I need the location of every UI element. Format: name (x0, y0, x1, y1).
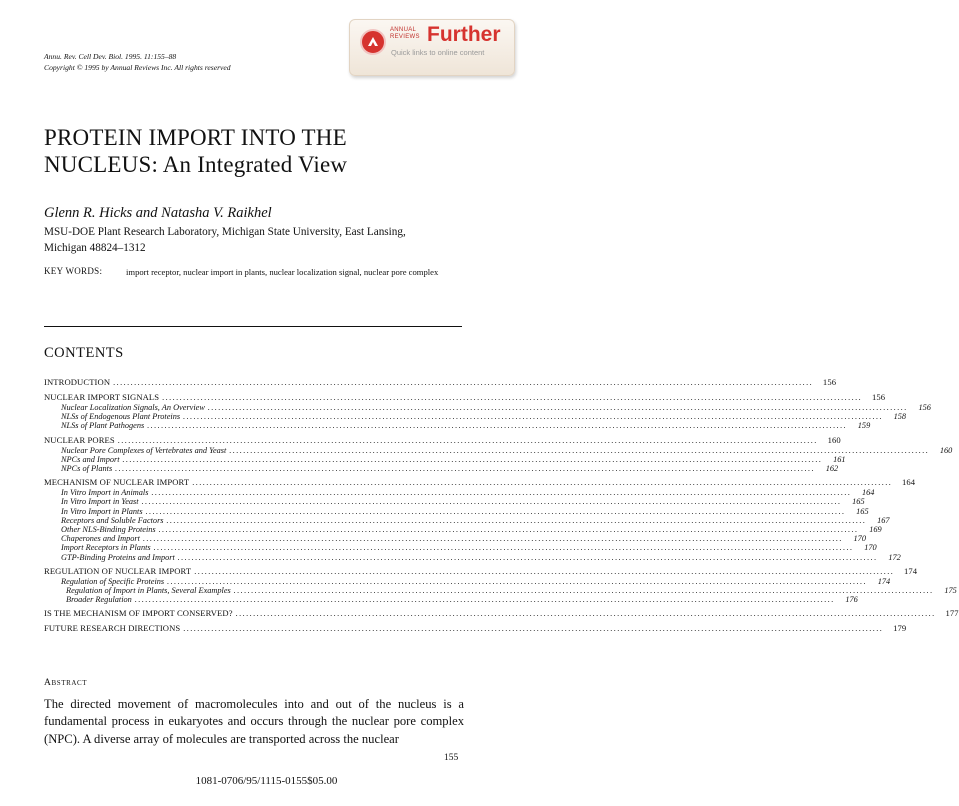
toc-leader-dots: ........................................................................................................................................................................................................ (177, 552, 878, 562)
toc-entry[interactable] (44, 623, 907, 634)
keywords-label: KEY WORDS: (44, 266, 103, 276)
journal-citation (44, 52, 231, 73)
toc-leader-dots: ........................................................................................................................................................................................................ (194, 566, 895, 576)
copyright-line: Copyright © 1995 by Annual Reviews Inc. All rights reserved (44, 62, 231, 72)
toc-entry-page: 159 (857, 421, 871, 431)
toc-leader-dots: ........................................................................................................................................................................................................ (235, 609, 936, 619)
toc-leader-dots: ........................................................................................................................................................................................................ (145, 506, 846, 516)
toc-leader-dots: ........................................................................................................................................................................................................ (207, 403, 908, 412)
keywords-text: import receptor, nuclear import in plants, nuclear localization signal, nuclear pore complex (126, 267, 439, 277)
toc-entry-title: Regulation of Specific Proteins (61, 576, 165, 586)
toc-entry-page: 170 (853, 534, 866, 544)
toc-entry-title: Nuclear Pore Complexes of Vertebrates and Yeast (61, 445, 227, 455)
toc-entry[interactable] (44, 445, 953, 455)
toc-entry-page: 174 (903, 565, 918, 576)
article-title (44, 124, 347, 178)
toc-entry[interactable] (44, 595, 858, 605)
toc-entry[interactable] (44, 392, 886, 403)
toc-entry-title: In Vitro Import in Yeast (61, 497, 139, 507)
toc-entry[interactable] (44, 525, 882, 535)
section-divider (44, 326, 462, 327)
toc-entry-title: NLSs of Endogenous Plant Proteins (61, 412, 181, 422)
badge-reviews-text: REVIEWS (390, 34, 420, 40)
toc-entry-page: 170 (864, 543, 877, 553)
toc-leader-dots: ........................................................................................................................................................................................................ (147, 421, 848, 431)
toc-entry-title: Chaperones and Import (61, 534, 140, 544)
toc-entry-page: 167 (877, 515, 890, 525)
toc-entry-title: FUTURE RESEARCH DIRECTIONS (44, 623, 181, 634)
toc-entry-page: 169 (869, 525, 882, 535)
table-of-contents (44, 377, 959, 634)
toc-leader-dots: ........................................................................................................................................................................................................ (229, 445, 930, 455)
toc-entry-title: Other NLS-Binding Proteins (61, 525, 156, 535)
toc-entry-page: 172 (888, 552, 901, 562)
toc-entry[interactable] (44, 586, 957, 596)
toc-entry-page: 179 (893, 623, 907, 634)
toc-leader-dots: ........................................................................................................................................................................................................ (151, 488, 852, 498)
toc-entry-page: 158 (893, 412, 907, 422)
toc-entry[interactable] (44, 565, 918, 577)
toc-leader-dots: ........................................................................................................................................................................................................ (142, 534, 843, 544)
toc-entry-title: In Vitro Import in Animals (61, 488, 149, 498)
article-title-line-1: PROTEIN IMPORT INTO THE (44, 125, 347, 150)
toc-entry[interactable] (44, 377, 837, 388)
toc-entry-title: REGULATION OF NUCLEAR IMPORT (44, 565, 192, 576)
toc-entry-page: 164 (861, 488, 875, 498)
toc-entry-page: 164 (902, 477, 916, 488)
badge-publisher (390, 27, 420, 41)
toc-leader-dots: ........................................................................................................................................................................................................ (113, 378, 814, 387)
toc-leader-dots: ........................................................................................................................................................................................................ (158, 525, 859, 535)
toc-entry-title: NPCs of Plants (61, 464, 113, 474)
toc-leader-dots: ........................................................................................................................................................................................................ (183, 412, 884, 422)
toc-leader-dots: ........................................................................................................................................................................................................ (141, 497, 842, 507)
badge-further-text: Further (427, 23, 501, 46)
toc-entry-page: 156 (822, 377, 837, 387)
toc-entry-page: 160 (939, 445, 953, 455)
toc-entry[interactable] (44, 421, 871, 431)
toc-leader-dots: ........................................................................................................................................................................................................ (183, 624, 884, 634)
toc-leader-dots: ........................................................................................................................................................................................................ (134, 595, 835, 605)
toc-entry[interactable] (44, 576, 891, 586)
toc-entry-title: INTRODUCTION (44, 377, 111, 387)
toc-entry-title: NLSs of Plant Pathogens (61, 421, 145, 431)
toc-leader-dots: ........................................................................................................................................................................................................ (153, 543, 854, 553)
toc-entry[interactable] (44, 506, 869, 516)
toc-entry-page: 165 (852, 497, 865, 507)
toc-entry-page: 161 (833, 454, 846, 464)
toc-entry-page: 156 (918, 403, 931, 412)
toc-entry-title: Nuclear Localization Signals, An Overview (61, 403, 205, 412)
toc-leader-dots: ........................................................................................................................................................................................................ (192, 478, 893, 488)
toc-entry-page: 176 (845, 595, 858, 605)
toc-entry[interactable] (44, 488, 875, 498)
annual-reviews-further-badge[interactable] (349, 19, 515, 76)
toc-entry[interactable] (44, 543, 877, 553)
article-title-line-2: NUCLEUS: An Integrated View (44, 152, 348, 177)
toc-entry-page: 165 (856, 506, 869, 516)
badge-annual-text: ANNUAL (390, 27, 417, 33)
abstract-heading: Abstract (44, 678, 88, 688)
price-code: 1081-0706/95/1115-0155$05.00 (195, 775, 338, 787)
annual-reviews-logo-icon (360, 29, 386, 55)
toc-entry-title: NPCs and Import (61, 454, 120, 464)
toc-entry-title: Broader Regulation (66, 595, 132, 605)
affiliation-line-1: MSU-DOE Plant Research Laboratory, Michigan State University, East Lansing, (44, 226, 406, 238)
toc-leader-dots: ........................................................................................................................................................................................................ (122, 454, 823, 464)
toc-entry-title: MECHANISM OF NUCLEAR IMPORT (44, 477, 190, 488)
toc-entry[interactable] (44, 534, 866, 544)
toc-entry-page: 175 (944, 586, 957, 596)
toc-leader-dots: ........................................................................................................................................................................................................ (162, 393, 863, 402)
contents-heading: CONTENTS (44, 345, 124, 361)
toc-entry-title: IS THE MECHANISM OF IMPORT CONSERVED? (44, 608, 233, 619)
toc-entry[interactable] (44, 552, 901, 562)
toc-entry-page: 174 (877, 576, 891, 586)
abstract-text: The directed movement of macromolecules into and out of the nucleus is a fundamental process in eukaryotes and occurs through the nuclear pore complex (NPC). A diverse array of molecules are transported across the nuclear (44, 697, 464, 746)
toc-entry-title: Receptors and Soluble Factors (61, 515, 164, 525)
toc-leader-dots: ........................................................................................................................................................................................................ (233, 586, 934, 596)
toc-entry-title: Regulation of Import in Plants, Several Examples (66, 586, 231, 596)
toc-entry[interactable] (44, 477, 916, 488)
toc-entry-page: 177 (945, 608, 959, 619)
toc-entry-page: 162 (825, 464, 839, 474)
journal-citation-line: Annu. Rev. Cell Dev. Biol. 1995. 11:155–88 (44, 52, 177, 61)
toc-leader-dots: ........................................................................................................................................................................................................ (117, 435, 818, 445)
toc-entry-title: NUCLEAR PORES (44, 434, 115, 445)
toc-leader-dots: ........................................................................................................................................................................................................ (167, 576, 868, 586)
toc-entry[interactable] (44, 412, 907, 422)
toc-entry[interactable] (44, 454, 846, 464)
toc-entry[interactable] (44, 608, 959, 619)
toc-entry-title: GTP-Binding Proteins and Import (61, 552, 175, 562)
toc-entry[interactable] (44, 497, 865, 507)
toc-leader-dots: ........................................................................................................................................................................................................ (166, 515, 867, 525)
toc-entry-page: 160 (827, 434, 841, 445)
toc-leader-dots: ........................................................................................................................................................................................................ (115, 464, 816, 474)
toc-entry-page: 156 (871, 392, 886, 402)
affiliation (44, 224, 464, 256)
toc-entry[interactable] (44, 515, 890, 525)
toc-entry[interactable] (44, 434, 841, 446)
page-number: 155 (444, 753, 459, 763)
badge-quick-links-text: Quick links to online content (391, 48, 485, 57)
toc-entry[interactable] (44, 403, 931, 412)
toc-entry[interactable] (44, 464, 839, 474)
toc-entry-title: Import Receptors in Plants (61, 543, 151, 553)
authors: Glenn R. Hicks and Natasha V. Raikhel (44, 205, 272, 221)
toc-entry-title: NUCLEAR IMPORT SIGNALS (44, 392, 160, 402)
affiliation-line-2: Michigan 48824–1312 (44, 242, 146, 254)
toc-entry-title: In Vitro Import in Plants (61, 506, 143, 516)
